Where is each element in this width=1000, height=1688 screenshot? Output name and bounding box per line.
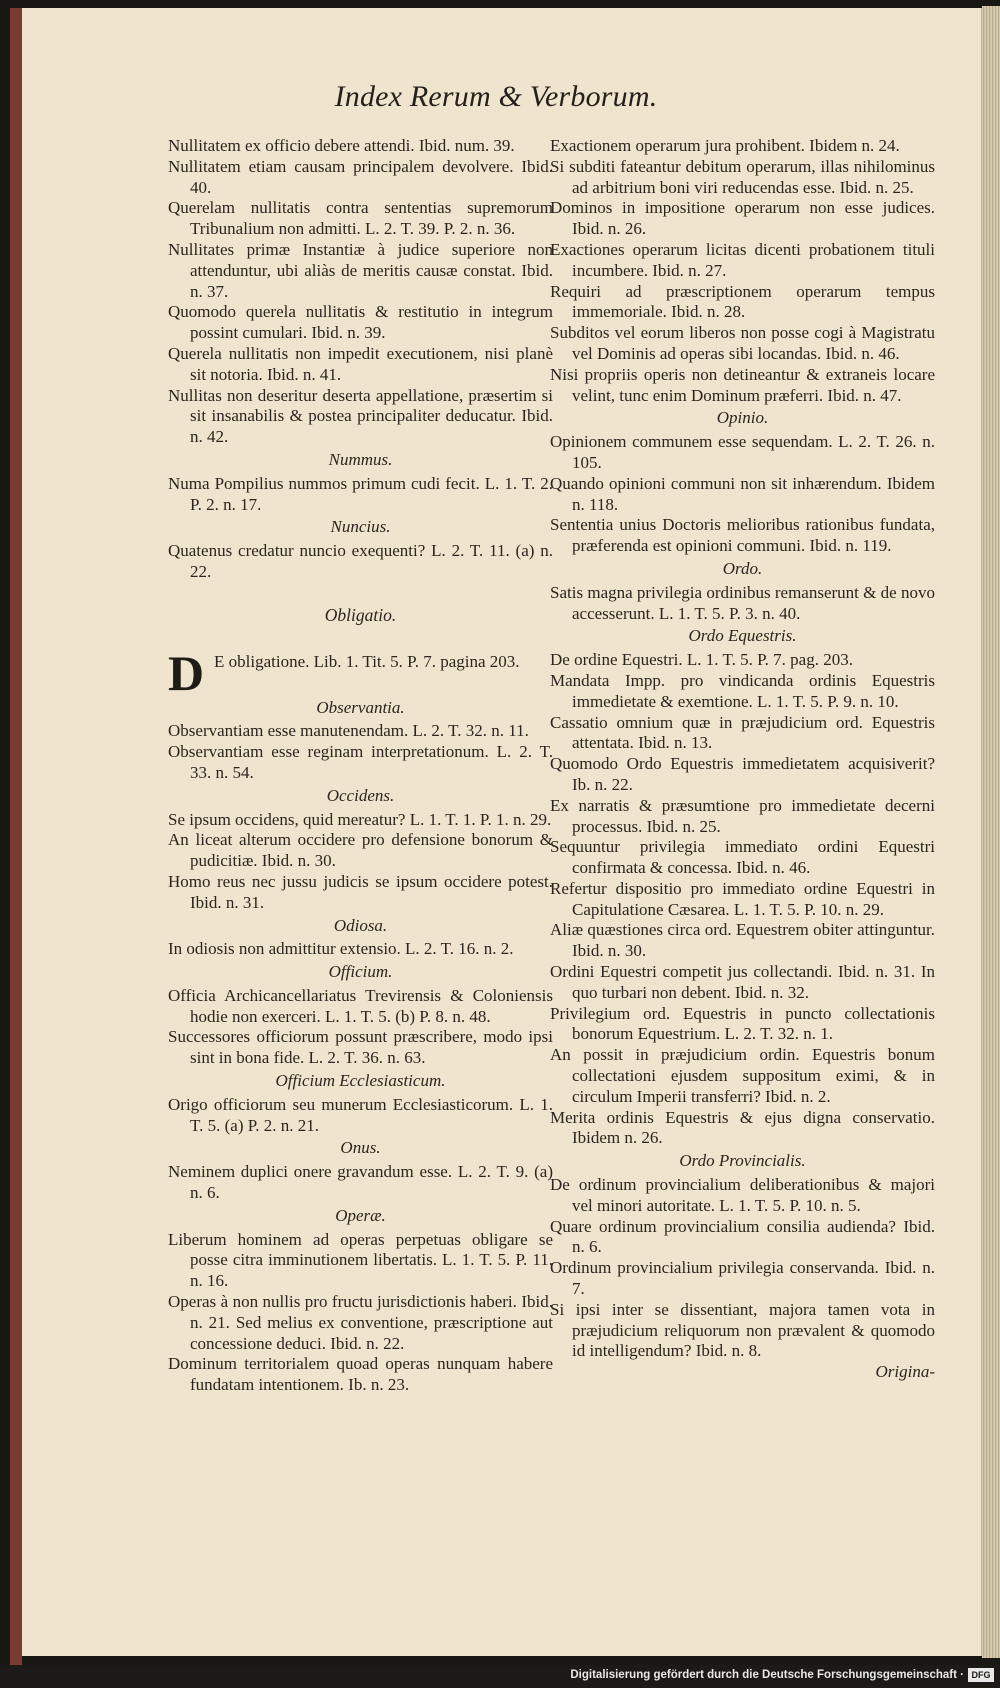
- index-entry: Quando opinioni communi non sit inhærendum. Ibidem n. 118.: [550, 473, 935, 514]
- index-entry: Quare ordinum provincialium consilia audienda? Ibid. n. 6.: [550, 1216, 935, 1257]
- index-entry: Opinionem communem esse sequendam. L. 2. T. 26. n. 105.: [550, 432, 935, 472]
- index-entry: Origo officiorum seu munerum Ecclesiasticorum. L. 1. T. 5. (a) P. 2. n. 21.: [168, 1094, 553, 1135]
- index-entry: Dominum territorialem quoad operas nunquam habere fundatam intentionem. Ib. n. 23.: [168, 1354, 553, 1395]
- index-entry: In odiosis non admittitur extensio. L. 2. T. 16. n. 2.: [168, 939, 514, 959]
- index-entry: Ex narratis & præsumtione pro immedietate decerni processus. Ibid. n. 25.: [550, 795, 935, 836]
- index-heading: Operæ.: [335, 1205, 386, 1225]
- dfg-logo: DFG: [968, 1668, 994, 1682]
- index-entry: Operas à non nullis pro fructu jurisdictionis haberi. Ibid. n. 21. Sed melius ex conventione, præscriptione aut concessione deduci. Ibid. n. 22.: [168, 1292, 553, 1353]
- index-entry: Quomodo querela nullitatis & restitutio in integrum possint cumulari. Ibid. n. 39.: [168, 302, 553, 343]
- index-entry: Requiri ad præscriptionem operarum tempus immemoriale. Ibid. n. 28.: [550, 281, 935, 322]
- index-entry: Nullitatem ex officio debere attendi. Ibid. num. 39.: [168, 136, 515, 155]
- index-entry: Querelam nullitatis contra sententias supremorum Tribunalium non admitti. L. 2. T. 39. P. 2. n. 36.: [168, 198, 553, 239]
- book-page: [10, 8, 982, 1656]
- index-heading: Nuncius.: [330, 517, 391, 537]
- index-entry: Privilegium ord. Equestris in puncto collectationis bonorum Equestrium. L. 2. T. 32. n. 1.: [550, 1003, 935, 1044]
- index-entry: Se ipsum occidens, quid mereatur? L. 1. T. 1. P. 1. n. 29.: [168, 809, 552, 829]
- index-entry: Querela nullitatis non impedit executionem, nisi planè sit notoria. Ibid. n. 41.: [168, 343, 553, 384]
- index-entry: Satis magna privilegia ordinibus remanserunt & de novo accesserunt. L. 1. T. 5. P. 3. n. 40.: [550, 582, 935, 623]
- index-entry: Numa Pompilius nummos primum cudi fecit. L. 1. T. 2. P. 2. n. 17.: [168, 473, 553, 514]
- index-entry: Si ipsi inter se dissentiant, majora tamen vota in præjudicium reliquorum non prævalent & quomodo id intelligendum? Ibid. n. 8.: [550, 1299, 935, 1361]
- left-column: [168, 136, 553, 1396]
- page-fore-edge: [982, 6, 1000, 1658]
- index-heading: Occidens.: [326, 785, 395, 805]
- index-entry: Refertur dispositio pro immediato ordine Equestri in Capitulatione Cæsarea. L. 1. T. 5. P. 10. n. 29.: [550, 878, 935, 919]
- running-head: Index Rerum & Verborum.: [334, 80, 658, 113]
- index-entry: Aliæ quæstiones circa ord. Equestrem obiter attinguntur. Ibid. n. 30.: [550, 920, 935, 961]
- index-entry: Quomodo Ordo Equestris immedietatem acquisiverit? Ib. n. 22.: [550, 754, 935, 794]
- index-entry: Successores officiorum possunt præscribere, modo ipsi sint in bona fide. L. 2. T. 36. n. 63.: [168, 1027, 553, 1068]
- index-entry: Liberum hominem ad operas perpetuas obligare se posse citra imminutionem libertatis. L. 1. T. 5. P. 11. n. 16.: [168, 1229, 553, 1291]
- index-entry: Ordinum provincialium privilegia conservanda. Ibid. n. 7.: [550, 1258, 935, 1299]
- index-entry: Sententia unius Doctoris melioribus rationibus fundata, præferenda est opinioni communi. Ibid. n. 119.: [550, 515, 935, 556]
- index-entry: Observantiam esse manutenendam. L. 2. T. 32. n. 11.: [168, 721, 529, 741]
- index-entry: Observantiam esse reginam interpretationum. L. 2. T. 33. n. 54.: [168, 742, 553, 782]
- index-entry-text: E obligatione. Lib. 1. Tit. 5. P. 7. pagina 203.: [214, 651, 520, 671]
- index-heading: Officium Ecclesiasticum.: [275, 1071, 446, 1091]
- digitization-credit: Digitalisierung gefördert durch die Deutsche Forschungsgemeinschaft ·: [570, 1669, 964, 1681]
- index-heading: Opinio.: [716, 408, 769, 428]
- index-entry: Ordini Equestri competit jus collectandi. Ibid. n. 31. In quo turbari non debent. Ibid. n. 32.: [550, 962, 935, 1002]
- index-entry: Dominos in impositione operarum non esse judices. Ibid. n. 26.: [550, 198, 935, 239]
- index-entry: Nullitatem etiam causam principalem devolvere. Ibid. 40.: [168, 156, 553, 197]
- index-heading: Ordo Provincialis.: [679, 1151, 806, 1171]
- index-entry: An possit in præjudicium ordin. Equestris bonum collectationi ejusdem suppositum eximi, & in circulum Imperii transferri? Ibid. n. 2.: [550, 1045, 935, 1106]
- index-heading: Onus.: [340, 1138, 381, 1158]
- index-entry: Nullitas non deseritur deserta appellatione, præsertim si sit insanabilis & postea principaliter deducatur. Ibid. n. 42.: [168, 385, 553, 447]
- drop-capital: D: [168, 644, 205, 701]
- index-heading: Nummus.: [328, 449, 393, 469]
- index-heading: Observantia.: [316, 697, 405, 717]
- index-entry: Officia Archicancellariatus Trevirensis & Coloniensis hodie non exerceri. L. 1. T. 5. (b) P. 8. n. 48.: [168, 985, 553, 1026]
- index-entry-initial: [168, 644, 553, 701]
- index-entry: Cassatio omnium quæ in præjudicium ord. Equestris attentata. Ibid. n. 13.: [550, 712, 935, 753]
- index-heading: Odiosa.: [333, 915, 388, 935]
- index-entry: Si subditi fateantur debitum operarum, illas nihilominus ad arbitrium boni viri reducendas esse. Ibid. n. 25.: [550, 156, 935, 197]
- index-entry: De ordine Equestri. L. 1. T. 5. P. 7. pag. 203.: [550, 650, 853, 670]
- index-heading: Obligatio.: [324, 604, 397, 625]
- binding-edge: [10, 8, 22, 1673]
- index-entry: De ordinum provincialium deliberationibus & majori vel minori autoritate. L. 1. T. 5. P. 10. n. 5.: [550, 1175, 935, 1215]
- index-entry: Nullitates primæ Instantiæ à judice superiore non attenduntur, ubi aliàs de meritis causæ constat. Ibid. n. 37.: [168, 239, 553, 301]
- index-entry: An liceat alterum occidere pro defensione bonorum & pudicitiæ. Ibid. n. 30.: [168, 830, 553, 871]
- index-entry: Neminem duplici onere gravandum esse. L. 2. T. 9. (a) n. 6.: [168, 1162, 553, 1203]
- index-entry: Sequuntur privilegia immediato ordini Equestri confirmata & concessa. Ibid. n. 46.: [550, 837, 935, 878]
- right-column: [550, 136, 935, 1383]
- index-heading: Ordo Equestris.: [688, 626, 797, 646]
- index-entry: Exactionem operarum jura prohibent. Ibidem n. 24.: [550, 136, 900, 155]
- index-heading: Officium.: [328, 962, 393, 982]
- index-entry: Homo reus nec jussu judicis se ipsum occidere potest. Ibid. n. 31.: [168, 871, 553, 912]
- index-entry: Mandata Impp. pro vindicanda ordinis Equestris immedietate & exemtione. L. 1. T. 5. P. 9. n. 10.: [550, 670, 935, 711]
- index-entry: Exactiones operarum licitas dicenti probationem tituli incumbere. Ibid. n. 27.: [550, 239, 935, 280]
- index-entry: Nisi propriis operis non detineantur & extraneis locare velint, tunc enim Dominum præferri. Ibid. n. 47.: [550, 364, 935, 405]
- catchword: Origina-: [875, 1362, 935, 1382]
- index-entry: Quatenus credatur nuncio exequenti? L. 2. T. 11. (a) n. 22.: [168, 541, 553, 581]
- index-entry: Merita ordinis Equestris & ejus digna conservatio. Ibidem n. 26.: [550, 1107, 935, 1148]
- index-heading: Ordo.: [722, 558, 763, 578]
- index-entry: Subditos vel eorum liberos non posse cogi à Magistratu vel Dominis ad operas sibi locandas. Ibid. n. 46.: [550, 323, 935, 363]
